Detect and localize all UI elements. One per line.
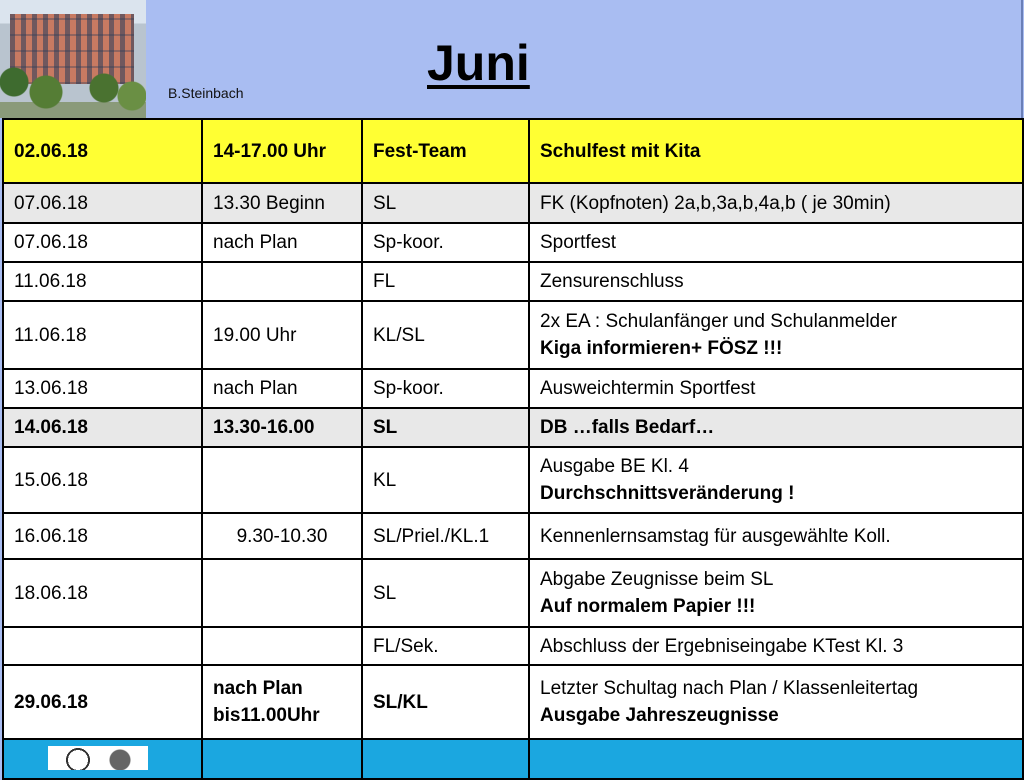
table-row bbox=[3, 301, 1023, 369]
summer-clipart bbox=[48, 746, 148, 770]
date-cell: 18.06.18 bbox=[3, 559, 202, 627]
event-note: Kiga informieren+ FÖSZ !!! bbox=[540, 338, 783, 359]
event-cell: DB …falls Bedarf… bbox=[529, 408, 1023, 447]
time-cell: nach Plan bbox=[202, 223, 362, 262]
time-cell bbox=[202, 447, 362, 513]
event-line: Ausgabe BE Kl. 4 bbox=[540, 456, 689, 477]
responsible-cell: SL/KL bbox=[362, 665, 529, 739]
responsible-cell: Sp-koor. bbox=[362, 223, 529, 262]
responsible-cell: KL/SL bbox=[362, 301, 529, 369]
time-cell: 13.30-16.00 bbox=[202, 408, 362, 447]
event-cell: Sportfest bbox=[529, 223, 1023, 262]
event-cell: Kennenlernsamstag für ausgewählte Koll. bbox=[529, 513, 1023, 559]
date-cell: 07.06.18 bbox=[3, 183, 202, 223]
school-building-photo bbox=[0, 0, 146, 118]
trees-image bbox=[0, 62, 146, 118]
event-line: 2x EA : Schulanfänger und Schulanmelder bbox=[540, 311, 898, 332]
header-border bbox=[1021, 0, 1023, 118]
time-cell bbox=[202, 665, 362, 739]
summer-image-cell bbox=[3, 739, 202, 779]
table-row bbox=[3, 559, 1023, 627]
table-row-summer bbox=[3, 739, 1023, 779]
time-line: nach Plan bbox=[213, 678, 303, 699]
responsible-cell: SL bbox=[362, 408, 529, 447]
date-cell: 13.06.18 bbox=[3, 369, 202, 408]
time-cell bbox=[202, 739, 362, 779]
responsible-cell: Fest-Team bbox=[362, 119, 529, 183]
event-cell: Zensurenschluss bbox=[529, 262, 1023, 301]
table-row bbox=[3, 223, 1023, 262]
event-cell bbox=[529, 665, 1023, 739]
event-line: Abgabe Zeugnisse beim SL bbox=[540, 569, 774, 590]
responsible-cell: Sp-koor. bbox=[362, 369, 529, 408]
date-cell: 07.06.18 bbox=[3, 223, 202, 262]
time-cell: 19.00 Uhr bbox=[202, 301, 362, 369]
responsible-cell: SL bbox=[362, 559, 529, 627]
event-cell bbox=[529, 739, 1023, 779]
event-cell bbox=[529, 447, 1023, 513]
time-cell: 9.30-10.30 bbox=[202, 513, 362, 559]
event-cell: Schulfest mit Kita bbox=[529, 119, 1023, 183]
time-cell: 13.30 Beginn bbox=[202, 183, 362, 223]
time-cell bbox=[202, 627, 362, 665]
responsible-cell: SL/Priel./KL.1 bbox=[362, 513, 529, 559]
event-cell bbox=[529, 559, 1023, 627]
responsible-cell bbox=[362, 739, 529, 779]
responsible-cell: KL bbox=[362, 447, 529, 513]
responsible-cell: SL bbox=[362, 183, 529, 223]
table-row bbox=[3, 262, 1023, 301]
event-note: Durchschnittsveränderung ! bbox=[540, 483, 795, 504]
time-cell bbox=[202, 262, 362, 301]
responsible-cell: FL/Sek. bbox=[362, 627, 529, 665]
event-cell: FK (Kopfnoten) 2a,b,3a,b,4a,b ( je 30min) bbox=[529, 183, 1023, 223]
time-cell bbox=[202, 559, 362, 627]
date-cell: 11.06.18 bbox=[3, 262, 202, 301]
event-cell bbox=[529, 301, 1023, 369]
date-cell: 15.06.18 bbox=[3, 447, 202, 513]
time-cell: 14-17.00 Uhr bbox=[202, 119, 362, 183]
date-cell: 11.06.18 bbox=[3, 301, 202, 369]
event-cell: Ausweichtermin Sportfest bbox=[529, 369, 1023, 408]
table-row bbox=[3, 447, 1023, 513]
table-row bbox=[3, 408, 1023, 447]
table-row bbox=[3, 369, 1023, 408]
page-title: Juni bbox=[427, 35, 530, 91]
date-cell: 14.06.18 bbox=[3, 408, 202, 447]
slide-header bbox=[0, 0, 1024, 118]
schedule-table bbox=[2, 118, 1024, 780]
table-row bbox=[3, 665, 1023, 739]
event-line: Letzter Schultag nach Plan / Klassenleitertag bbox=[540, 678, 919, 699]
date-cell: 29.06.18 bbox=[3, 665, 202, 739]
time-cell: nach Plan bbox=[202, 369, 362, 408]
date-cell: 16.06.18 bbox=[3, 513, 202, 559]
table-row bbox=[3, 183, 1023, 223]
event-note: Auf normalem Papier !!! bbox=[540, 596, 756, 617]
date-cell bbox=[3, 627, 202, 665]
table-row bbox=[3, 119, 1023, 183]
table-row bbox=[3, 627, 1023, 665]
event-cell: Abschluss der Ergebniseingabe KTest Kl. 3 bbox=[529, 627, 1023, 665]
table-row bbox=[3, 513, 1023, 559]
event-note: Ausgabe Jahreszeugnisse bbox=[540, 705, 779, 726]
date-cell: 02.06.18 bbox=[3, 119, 202, 183]
time-line-2: bis11.00Uhr bbox=[213, 705, 320, 726]
author-label: B.Steinbach bbox=[168, 85, 244, 101]
responsible-cell: FL bbox=[362, 262, 529, 301]
